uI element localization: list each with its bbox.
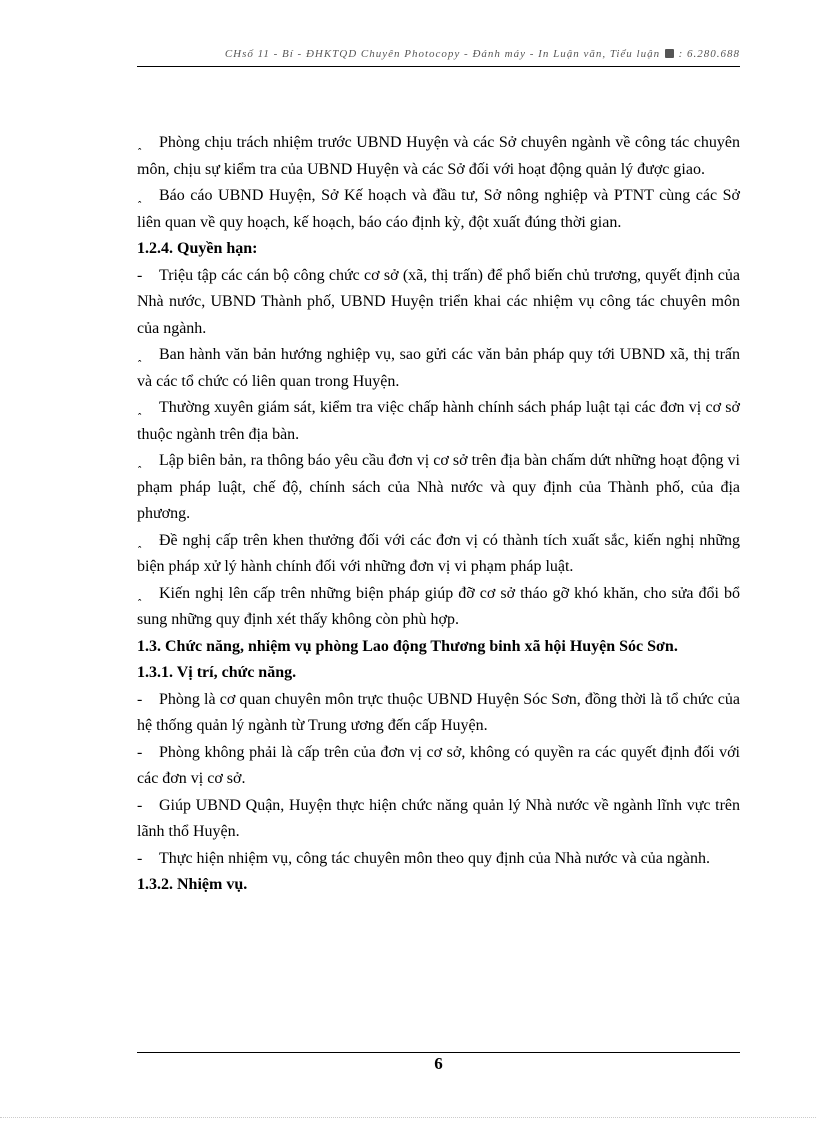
bullet-marker: ˰ (137, 346, 143, 363)
section-heading-1-3-2: 1.3.2. Nhiệm vụ. (137, 876, 248, 893)
header-phone-number: : 6.280.688 (678, 48, 740, 60)
bullet-marker: - (137, 796, 143, 814)
paragraph: - Thực hiện nhiệm vụ, công tác chuyên môn theo quy định của Nhà nước và của ngành. (137, 846, 740, 873)
page-edge-divider (0, 1117, 816, 1118)
bullet-marker: - (137, 266, 143, 284)
paragraph: - Triệu tập các cán bộ công chức cơ sở (xã, thị trấn) để phổ biến chủ trương, quyết định của Nhà nước, UBND Thành phố, UBND Huyện triển khai các nhiệm vụ công tác chuyên môn của ngành. (137, 263, 740, 343)
paragraph: ˰ Báo cáo UBND Huyện, Sở Kế hoạch và đầu tư, Sở nông nghiệp và PTNT cùng các Sở liên quan về quy hoạch, kế hoạch, báo cáo định kỳ, đột xuất đúng thời gian. (137, 183, 740, 236)
bullet-marker: - (137, 743, 143, 761)
bullet-marker: ˰ (137, 531, 143, 549)
header-text: CHsố 11 - Bí - ĐHKTQD Chuyên Photocopy - Đánh máy - In Luận văn, Tiểu luận (224, 48, 661, 60)
page-body (137, 130, 740, 899)
page-number: 6 (434, 1054, 443, 1073)
section-heading-1-3: 1.3. Chức năng, nhiệm vụ phòng Lao động Thương binh xã hội Huyện Sóc Sơn. (137, 637, 678, 655)
bullet-marker: ˰ (137, 134, 143, 151)
running-header (137, 48, 740, 67)
phone-icon (665, 49, 674, 58)
paragraph: ˰ Ban hành văn bản hướng nghiệp vụ, sao gửi các văn bản pháp quy tới UBND xã, thị trấn và các tổ chức có liên quan trong Huyện. (137, 342, 740, 395)
paragraph: ˰ Thường xuyên giám sát, kiểm tra việc chấp hành chính sách pháp luật tại các đơn vị cơ sở thuộc ngành trên địa bàn. (137, 395, 740, 448)
paragraph: - Phòng là cơ quan chuyên môn trực thuộc UBND Huyện Sóc Sơn, đồng thời là tổ chức của hệ thống quản lý ngành từ Trung ương đến cấp Huyện. (137, 687, 740, 740)
paragraph: ˰ Lập biên bản, ra thông báo yêu cầu đơn vị cơ sở trên địa bàn chấm dứt những hoạt động vi phạm pháp luật, chế độ, chính sách của Nhà nước và quy định của Thành phố, của địa phương. (137, 448, 740, 528)
section-heading-1-2-4: 1.2.4. Quyền hạn: (137, 240, 258, 257)
paragraph: - Phòng không phải là cấp trên của đơn vị cơ sở, không có quyền ra các quyết định đối với các đơn vị cơ sở. (137, 740, 740, 793)
section-heading-1-3-1: 1.3.1. Vị trí, chức năng. (137, 664, 297, 681)
bullet-marker: ˰ (137, 452, 143, 469)
paragraph: - Giúp UBND Quận, Huyện thực hiện chức năng quản lý Nhà nước về ngành lĩnh vực trên lãnh thổ Huyện. (137, 793, 740, 846)
paragraph: ˰ Phòng chịu trách nhiệm trước UBND Huyện và các Sở chuyên ngành về công tác chuyên môn, chịu sự kiểm tra của UBND Huyện và các Sở đối với hoạt động quản lý được giao. (137, 130, 740, 183)
bullet-marker: ˰ (137, 584, 143, 602)
bullet-marker: - (137, 849, 143, 867)
bullet-marker: ˰ (137, 187, 143, 204)
footer-divider (137, 1052, 740, 1053)
paragraph: ˰ Đề nghị cấp trên khen thưởng đối với các đơn vị có thành tích xuất sắc, kiến nghị những biện pháp xử lý hành chính đối với những đơn vị vi phạm pháp luật. (137, 528, 740, 581)
paragraph: ˰ Kiến nghị lên cấp trên những biện pháp giúp đỡ cơ sở tháo gỡ khó khăn, cho sửa đổi bổ sung những quy định xét thấy không còn phù hợp. (137, 581, 740, 634)
bullet-marker: - (137, 690, 143, 708)
bullet-marker: ˰ (137, 399, 143, 416)
